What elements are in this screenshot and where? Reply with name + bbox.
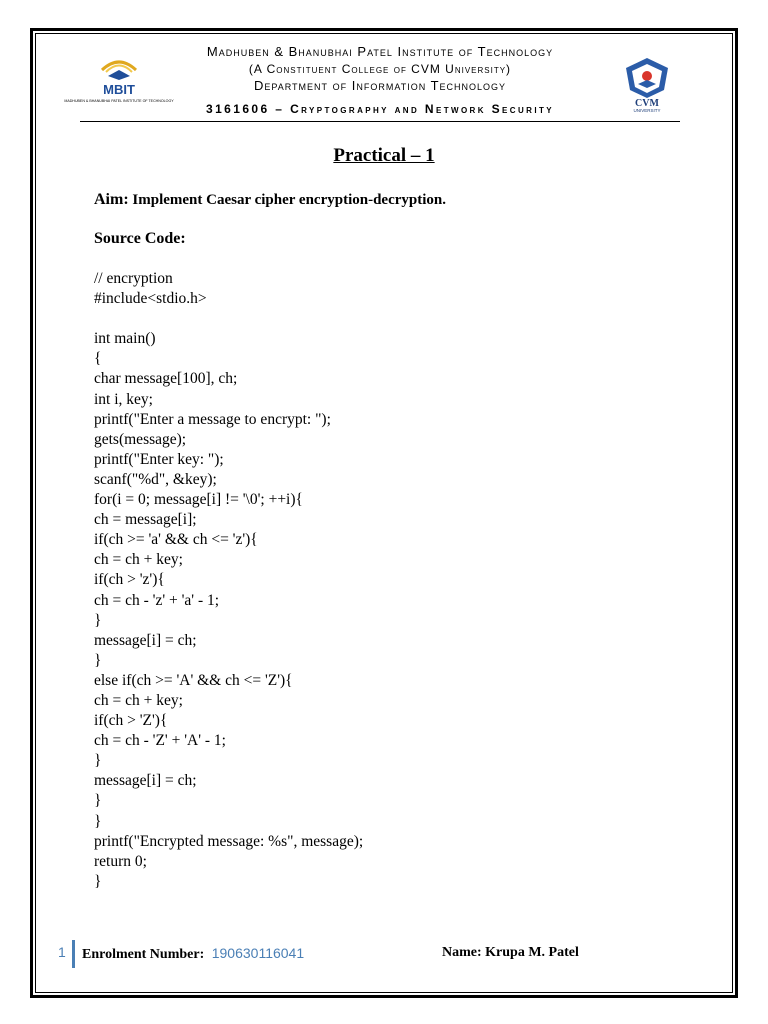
page-number: 1 bbox=[58, 944, 66, 960]
code-line: int main() bbox=[94, 330, 156, 348]
department-name: Department of Information Technology bbox=[253, 78, 507, 93]
student-name: Name: Krupa M. Patel bbox=[442, 945, 579, 960]
code-line: if(ch >= 'a' && ch <= 'z'){ bbox=[94, 531, 258, 549]
aim-text: Implement Caesar cipher encryption-decryption. bbox=[132, 192, 446, 208]
source-code-block bbox=[94, 269, 363, 892]
cvm-logo-text: CVM bbox=[635, 98, 659, 109]
code-line: { bbox=[94, 350, 102, 368]
page-number-bar bbox=[72, 940, 75, 968]
document-header bbox=[64, 40, 680, 122]
mbit-logo bbox=[64, 54, 174, 110]
code-line: scanf("%d", &key); bbox=[94, 470, 217, 488]
code-line: } bbox=[94, 872, 102, 890]
code-line: ch = message[i]; bbox=[94, 511, 197, 529]
code-line: } bbox=[94, 611, 102, 629]
header-divider bbox=[80, 121, 680, 122]
mbit-logo-text: MBIT bbox=[103, 82, 135, 97]
code-line: #include<stdio.h> bbox=[94, 290, 207, 308]
cvm-logo bbox=[618, 54, 676, 114]
code-line: message[i] = ch; bbox=[94, 631, 197, 649]
mbit-logo-subtext: MADHUBEN & BHANUBHAI PATEL INSTITUTE OF TECHNOLOGY bbox=[64, 99, 174, 103]
code-line: } bbox=[94, 792, 102, 810]
code-line: } bbox=[94, 812, 102, 830]
institute-name: Madhuben & Bhanubhai Patel Institute of Technology bbox=[206, 44, 554, 59]
code-line: // encryption bbox=[94, 270, 173, 287]
code-line: char message[100], ch; bbox=[94, 370, 238, 388]
course-title: 3161606 – Cryptography and Network Security bbox=[206, 102, 554, 116]
code-line: printf("Encrypted message: %s", message); bbox=[94, 832, 364, 850]
code-line: ch = ch + key; bbox=[94, 551, 183, 569]
code-line: ch = ch - 'Z' + 'A' - 1; bbox=[94, 732, 226, 750]
constituent-line: (A Constituent College of CVM University) bbox=[248, 62, 512, 76]
source-code-label: Source Code: bbox=[94, 230, 186, 247]
enrolment-number bbox=[82, 945, 304, 963]
aim-section bbox=[94, 191, 446, 209]
code-line: if(ch > 'z'){ bbox=[94, 571, 165, 589]
enrolment-value: 190630116041 bbox=[211, 945, 305, 961]
code-line: } bbox=[94, 651, 102, 669]
code-line: } bbox=[94, 752, 102, 770]
code-line bbox=[94, 309, 363, 329]
code-line: return 0; bbox=[94, 852, 147, 870]
cvm-logo-subtext: UNIVERSITY bbox=[633, 108, 661, 113]
code-line: printf("Enter key: "); bbox=[94, 450, 224, 468]
code-line: for(i = 0; message[i] != '\0'; ++i){ bbox=[94, 491, 303, 509]
code-line: ch = ch + key; bbox=[94, 691, 183, 709]
code-line: int i, key; bbox=[94, 390, 153, 408]
practical-title: Practical – 1 bbox=[333, 145, 435, 166]
code-line: message[i] = ch; bbox=[94, 772, 197, 790]
code-line: ch = ch - 'z' + 'a' - 1; bbox=[94, 591, 220, 609]
code-line: printf("Enter a message to encrypt: "); bbox=[94, 410, 331, 428]
code-line: else if(ch >= 'A' && ch <= 'Z'){ bbox=[94, 671, 293, 689]
aim-label: Aim: bbox=[94, 191, 129, 208]
svg-text:MADHUBEN & BHANUBHAI PATEL INS bbox=[64, 99, 174, 103]
page-footer bbox=[58, 940, 658, 968]
code-line: gets(message); bbox=[94, 430, 187, 448]
enrolment-label: Enrolment Number: bbox=[82, 947, 205, 962]
code-line: if(ch > 'Z'){ bbox=[94, 712, 168, 730]
